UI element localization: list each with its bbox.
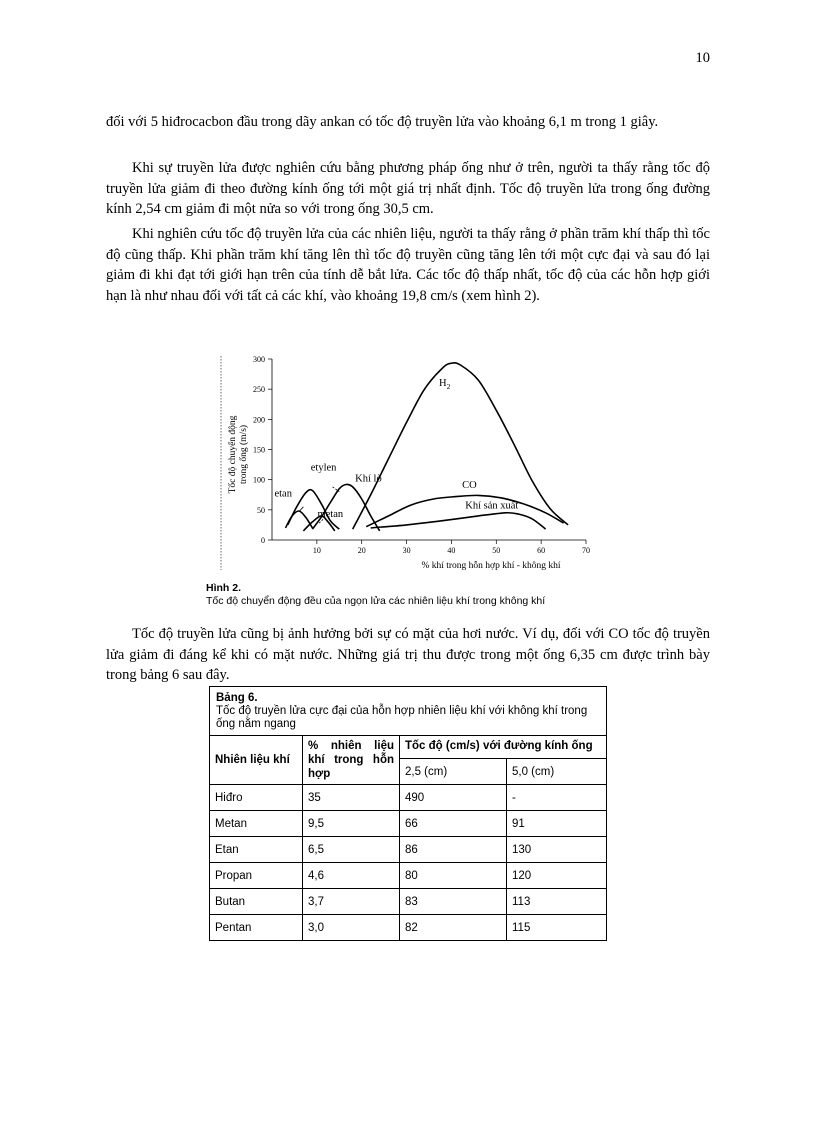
- table-6: [209, 686, 607, 941]
- table-row: [210, 811, 607, 837]
- y-axis-title-line2: trong ống (m/s): [239, 424, 249, 485]
- table-cell-fuel: Propan: [210, 863, 303, 889]
- series-label-etylen: etylen: [310, 462, 337, 474]
- paragraph-3: Khi nghiên cứu tốc độ truyền lửa của các nhiên liệu, người ta thấy rằng ở phần trăm khí thấp thì tốc độ cũng thấp. Khi phần trăm khí tăng lên thì tốc độ truyền cũng tăng lên tới một cực đại và sau đó lại giảm đi khi đạt tới giới hạn trên của tính dễ bắt lửa. Các tốc độ thấp nhất, tốc độ của các hỗn hợp giới hạn là như nhau đối với tất cả các khí, vào khoảng 19,8 cm/s (xem hình 2).: [106, 226, 710, 304]
- table-cell-percent: 35: [303, 785, 400, 811]
- series-label-h2: $H_2$: [439, 378, 451, 392]
- subheader-d2: 5,0 (cm): [507, 759, 607, 785]
- y-axis-title-line1: Tốc độ chuyển động: [228, 415, 238, 494]
- table-label: Bảng 6.: [216, 692, 258, 704]
- series-label-khí-sản-xuất: Khí sản xuất: [465, 500, 519, 512]
- table-cell-v1: 490: [400, 785, 507, 811]
- paragraph-1: đối với 5 hiđrocacbon đầu trong dãy ankan có tốc độ truyền lửa vào khoảng 6,1 m trong 1 giây.: [106, 114, 659, 130]
- table-cell-percent: 3,0: [303, 915, 400, 941]
- table-cell-v2: 120: [507, 863, 607, 889]
- table-row: [210, 915, 607, 941]
- table-cell-v1: 80: [400, 863, 507, 889]
- x-tick-label: 50: [492, 546, 501, 555]
- y-tick-label: 300: [253, 355, 265, 364]
- table-cell-v1: 83: [400, 889, 507, 915]
- table-cell-percent: 9,5: [303, 811, 400, 837]
- header-fuel: Nhiên liệu khí: [210, 736, 303, 785]
- y-tick-label: 50: [257, 505, 265, 515]
- header-percent: % nhiên liệu khí trong hỗn hợp: [303, 736, 400, 785]
- paragraph-4: Tốc độ truyền lửa cũng bị ảnh hưởng bởi sự có mặt của hơi nước. Ví dụ, đối với CO tốc độ truyền lửa giảm đi đáng kể khi có mặt nước. Những giá trị thu được trong một ống 6,35 cm được trình bày trong bảng 6 sau đây.: [106, 626, 710, 683]
- leader-etan: [299, 507, 303, 512]
- y-tick-label: 250: [253, 385, 265, 395]
- table-title: Tốc độ truyền lửa cực đại của hỗn hợp nhiên liệu khí với không khí trong ống nằm ngang: [216, 705, 588, 730]
- table-row: [210, 889, 607, 915]
- table-cell-v1: 86: [400, 837, 507, 863]
- x-tick-label: 70: [582, 546, 590, 555]
- y-tick-label: 150: [253, 445, 265, 455]
- table-cell-v1: 82: [400, 915, 507, 941]
- x-tick-label: 20: [357, 546, 366, 555]
- table-cell-fuel: Hiđro: [210, 785, 303, 811]
- figure-caption: [206, 582, 545, 608]
- y-tick-label: 0: [261, 536, 265, 545]
- series-label-etan: etan: [274, 488, 292, 500]
- series-label-khí-lò: Khí lò: [355, 473, 382, 485]
- table-cell-fuel: Butan: [210, 889, 303, 915]
- table-cell-v2: -: [507, 785, 607, 811]
- table-cell-percent: 3,7: [303, 889, 400, 915]
- table-cell-v2: 91: [507, 811, 607, 837]
- table-cell-fuel: Pentan: [210, 915, 303, 941]
- page-number: 10: [695, 50, 710, 66]
- table-body: [210, 785, 607, 941]
- y-tick-label: 200: [253, 415, 265, 425]
- table-row: [210, 837, 607, 863]
- x-axis-title: % khí trong hỗn hợp khí - không khí: [421, 561, 561, 571]
- table-cell-v1: 66: [400, 811, 507, 837]
- y-tick-label: 100: [253, 475, 265, 485]
- x-tick-label: 30: [402, 546, 411, 555]
- chart-lines: [286, 363, 569, 531]
- table-cell-percent: 6,5: [303, 837, 400, 863]
- figure-caption-text: Tốc độ chuyển động đều của ngọn lửa các nhiên liệu khí trong không khí: [206, 595, 546, 607]
- table-cell-v2: 130: [507, 837, 607, 863]
- x-tick-label: 40: [447, 546, 456, 555]
- x-tick-label: 10: [312, 546, 321, 555]
- table-row: [210, 863, 607, 889]
- chart-labels: [274, 378, 518, 523]
- x-tick-label: 60: [537, 546, 546, 555]
- table-title-cell: [210, 687, 607, 736]
- series-label-metan: metan: [317, 509, 344, 521]
- chart-axes: [227, 355, 590, 571]
- table-cell-fuel: Metan: [210, 811, 303, 837]
- flame-speed-chart: [218, 348, 618, 578]
- table-cell-v2: 115: [507, 915, 607, 941]
- subheader-d1: 2,5 (cm): [400, 759, 507, 785]
- paragraph-2: Khi sự truyền lửa được nghiên cứu bằng phương pháp ống như ở trên, người ta thấy rằng tốc độ truyền lửa giảm đi theo đường kính ống tới một giá trị nhất định. Tốc độ truyền lửa trong ống đường kính 2,54 cm giảm đi một nửa so với trong ống 30,5 cm.: [106, 160, 710, 217]
- table-row: [210, 785, 607, 811]
- series-line-h2: [353, 363, 568, 529]
- table-cell-percent: 4,6: [303, 863, 400, 889]
- table-cell-v2: 113: [507, 889, 607, 915]
- figure-label: Hình 2.: [206, 582, 242, 594]
- header-speed: Tốc độ (cm/s) với đường kính ống: [400, 736, 607, 759]
- series-label-co: CO: [462, 480, 477, 492]
- table-cell-fuel: Etan: [210, 837, 303, 863]
- series-line-khí-sản-xuất: [371, 513, 546, 529]
